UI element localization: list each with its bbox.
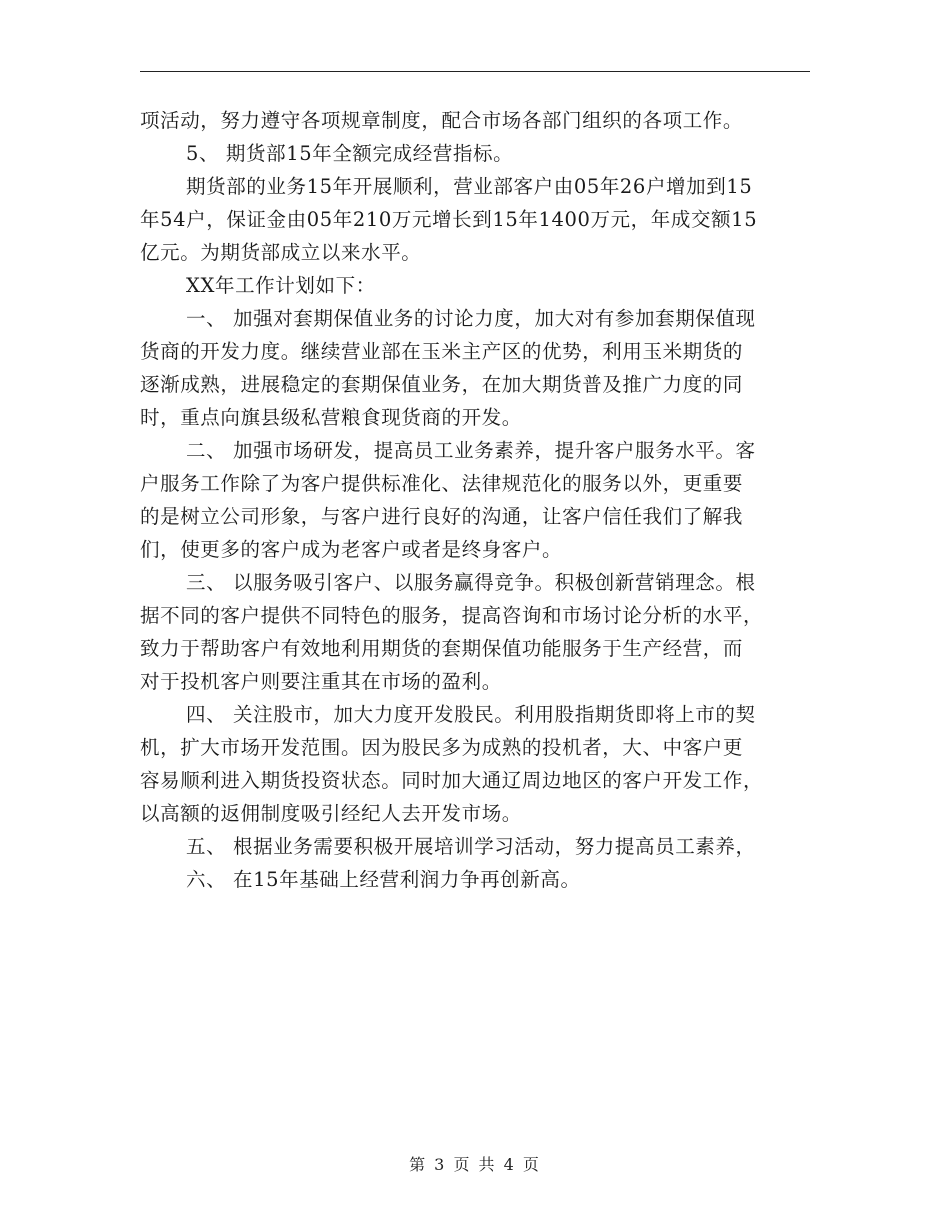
text-line: 亿元。为期货部成立以来水平。	[140, 241, 422, 264]
text-line: 户服务工作除了为客户提供标准化、法律规范化的服务以外，更重要	[140, 472, 744, 495]
text-line: 据不同的客户提供不同特色的服务，提高咨询和市场讨论分析的水平，	[140, 604, 764, 627]
text-line: 项活动，努力遵守各项规章制度，配合市场各部门组织的各项工作。	[140, 109, 744, 132]
text-line: 5、 期货部15年全额完成经营指标。	[186, 142, 514, 165]
text-line: 时，重点向旗县级私营粮食现货商的开发。	[140, 406, 522, 429]
text-line: 期货部的业务15年开展顺利，营业部客户由05年26户增加到15	[186, 175, 753, 198]
text-line: 年54户，保证金由05年210万元增长到15年1400万元，年成交额15	[140, 208, 758, 231]
text-line: XX年工作计划如下：	[186, 274, 376, 297]
text-line: 二、 加强市场研发，提高员工业务素养，提升客户服务水平。客	[186, 439, 756, 462]
text-line: 四、 关注股市，加大力度开发股民。利用股指期货即将上市的契	[186, 703, 756, 726]
page-number: 第 3 页 共 4 页	[409, 1155, 541, 1174]
text-line: 一、 加强对套期保值业务的讨论力度，加大对有参加套期保值现	[186, 307, 756, 330]
text-line: 货商的开发力度。继续营业部在玉米主产区的优势，利用玉米期货的	[140, 340, 744, 363]
text-line: 对于投机客户则要注重其在市场的盈利。	[140, 670, 502, 693]
text-line: 逐渐成熟，进展稳定的套期保值业务，在加大期货普及推广力度的同	[140, 373, 744, 396]
text-line: 致力于帮助客户有效地利用期货的套期保值功能服务于生产经营，而	[140, 637, 744, 660]
text-line: 五、 根据业务需要积极开展培训学习活动，努力提高员工素养，	[186, 835, 756, 858]
text-line: 机，扩大市场开发范围。因为股民多为成熟的投机者，大、中客户更	[140, 736, 744, 759]
text-line: 们，使更多的客户成为老客户或者是终身客户。	[140, 538, 563, 561]
text-line: 以高额的返佣制度吸引经纪人去开发市场。	[140, 802, 522, 825]
text-line: 的是树立公司形象，与客户进行良好的沟通，让客户信任我们了解我	[140, 505, 744, 528]
text-line: 三、 以服务吸引客户、以服务赢得竞争。积极创新营销理念。根	[186, 571, 756, 594]
text-line: 容易顺利进入期货投资状态。同时加大通辽周边地区的客户开发工作，	[140, 769, 764, 792]
text-line: 六、 在15年基础上经营利润力争再创新高。	[186, 868, 581, 891]
header-rule	[140, 71, 810, 72]
document-body	[140, 104, 810, 896]
